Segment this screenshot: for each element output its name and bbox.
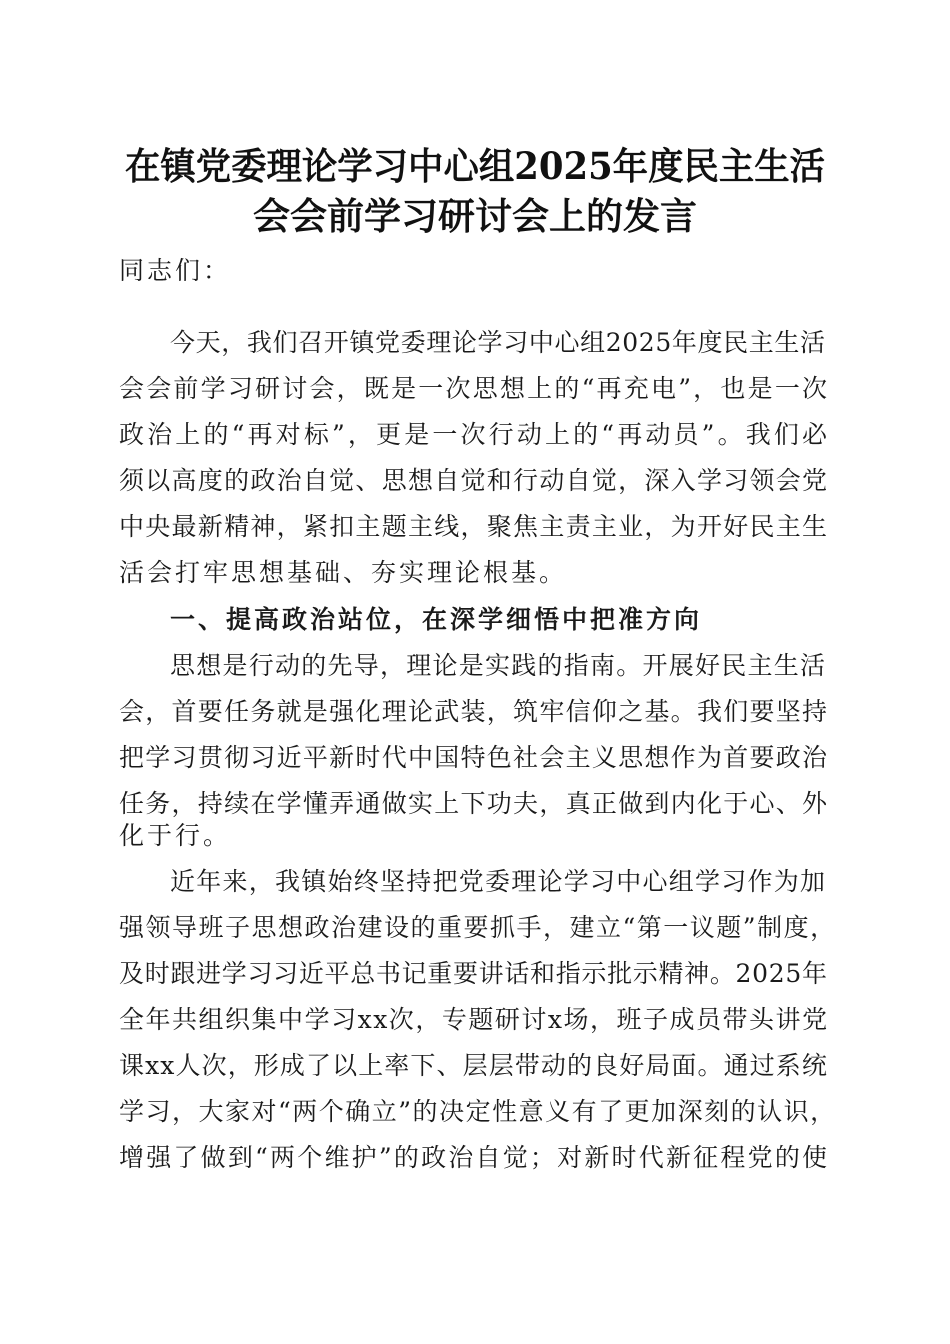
paragraph-line: 须以高度的政治自觉、思想自觉和行动自觉，深入学习领会党: [119, 466, 829, 495]
paragraph-line: 化于行。: [119, 821, 232, 850]
paragraph-line: 课xx人次，形成了以上率下、层层带动的良好局面。通过系统: [119, 1051, 829, 1080]
paragraph-line: 全年共组织集中学习xx次，专题研讨x场，班子成员带头讲党: [119, 1005, 829, 1034]
document-title-line-1: 在镇党委理论学习中心组2025年度民主生活: [124, 144, 825, 188]
section-heading: 一、提高政治站位，在深学细悟中把准方向: [170, 605, 703, 634]
paragraph-line: 今天，我们召开镇党委理论学习中心组2025年度民主生活: [170, 328, 826, 357]
paragraph-line: 活会打牢思想基础、夯实理论根基。: [119, 558, 568, 587]
paragraph-line: 增强了做到“两个维护”的政治自觉；对新时代新征程党的使: [119, 1143, 830, 1172]
paragraph-line: 任务，持续在学懂弄通做实上下功夫，真正做到内化于心、外: [119, 789, 829, 818]
paragraph-line: 及时跟进学习习近平总书记重要讲话和指示批示精神。2025年: [119, 959, 828, 988]
paragraph-line: 政治上的“再对标”，更是一次行动上的“再动员”。我们必: [119, 420, 831, 449]
paragraph-line: 会，首要任务就是强化理论武装，筑牢信仰之基。我们要坚持: [119, 697, 829, 726]
paragraph-line: 思想是行动的先导，理论是实践的指南。开展好民主生活: [170, 651, 827, 680]
document-title-line-2: 会会前学习研讨会上的发言: [253, 194, 697, 238]
paragraph-line: 中央最新精神，紧扣主题主线，聚焦主责主业，为开好民主生: [119, 512, 829, 541]
paragraph-line: 学习，大家对“两个确立”的决定性意义有了更加深刻的认识，: [119, 1097, 837, 1126]
paragraph-line: 会会前学习研讨会，既是一次思想上的“再充电”，也是一次: [119, 374, 830, 403]
salutation: 同志们：: [119, 256, 232, 285]
paragraph-line: 把学习贯彻习近平新时代中国特色社会主义思想作为首要政治: [119, 743, 829, 772]
paragraph-line: 近年来，我镇始终坚持把党委理论学习中心组学习作为加: [170, 867, 827, 896]
paragraph-line: 强领导班子思想政治建设的重要抓手，建立“第一议题”制度，: [119, 913, 837, 942]
